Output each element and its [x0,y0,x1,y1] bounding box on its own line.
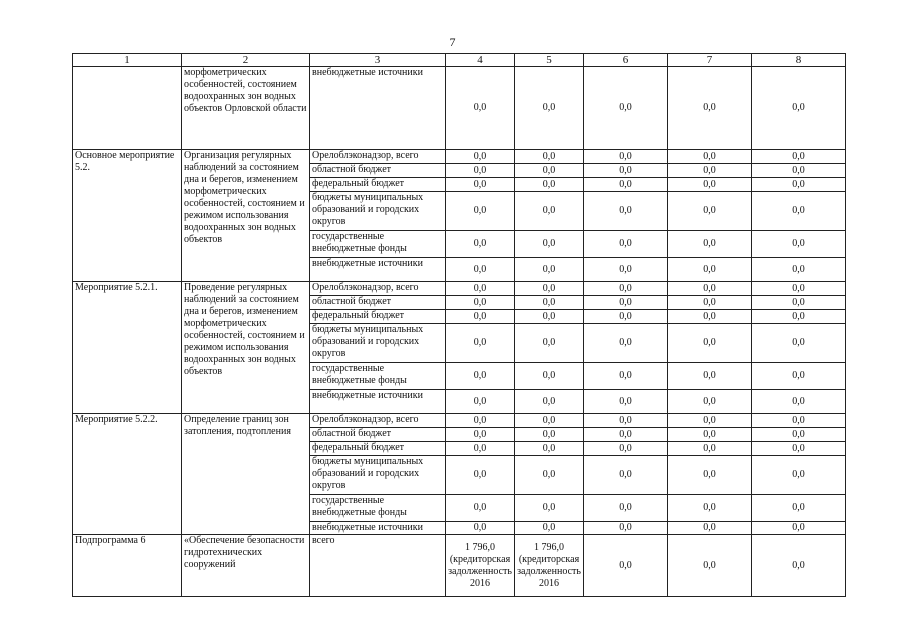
value-cell: 0,0 [584,192,668,231]
value-cell: 0,0 [752,442,846,456]
item-description: «Обеспечение безопасности гидротехнических сооружений [182,535,310,597]
value-cell: 0,0 [515,363,584,390]
funding-source: внебюджетные источники [310,522,446,535]
value-cell: 0,0 [752,296,846,310]
funding-source: бюджеты муниципальных образований и городских округов [310,324,446,363]
item-description: морфометрических особенностей, состоянием водоохранных зон водных объектов Орловской области [182,67,310,150]
header-cell: 3 [310,54,446,67]
value-cell: 1 796,0 (кредиторская задолженность 2016 [515,535,584,597]
budget-table [72,53,846,597]
value-cell: 0,0 [752,258,846,282]
value-cell: 0,0 [515,428,584,442]
value-cell: 0,0 [584,363,668,390]
value-cell: 0,0 [668,390,752,414]
funding-source: государственные внебюджетные фонды [310,495,446,522]
value-cell: 0,0 [752,390,846,414]
value-cell: 0,0 [446,324,515,363]
value-cell: 0,0 [584,282,668,296]
value-cell: 0,0 [446,192,515,231]
header-cell: 7 [668,54,752,67]
value-cell: 0,0 [515,414,584,428]
value-cell: 0,0 [668,164,752,178]
value-cell: 0,0 [515,282,584,296]
value-cell: 0,0 [752,164,846,178]
value-cell: 0,0 [446,164,515,178]
item-description: Определение границ зон затопления, подтопления [182,414,310,535]
value-cell: 0,0 [584,442,668,456]
value-cell: 0,0 [584,67,668,150]
value-cell: 0,0 [584,522,668,535]
value-cell: 0,0 [752,231,846,258]
value-cell: 0,0 [584,231,668,258]
value-cell: 0,0 [515,495,584,522]
value-cell: 0,0 [446,282,515,296]
item-name: Мероприятие 5.2.2. [73,414,182,535]
value-cell: 0,0 [584,178,668,192]
table-row [73,414,846,428]
value-cell: 0,0 [515,67,584,150]
value-cell: 0,0 [515,522,584,535]
header-cell: 6 [584,54,668,67]
value-cell: 0,0 [446,522,515,535]
value-cell: 0,0 [446,456,515,495]
funding-source: бюджеты муниципальных образований и городских округов [310,456,446,495]
funding-source: Орелоблэконадзор, всего [310,150,446,164]
funding-source: федеральный бюджет [310,310,446,324]
value-cell: 0,0 [584,495,668,522]
table-row [73,67,846,150]
item-name: Мероприятие 5.2.1. [73,282,182,414]
value-cell: 0,0 [752,178,846,192]
value-cell: 0,0 [668,258,752,282]
item-name: Подпрограмма 6 [73,535,182,597]
value-cell: 0,0 [584,310,668,324]
table-row [73,150,846,164]
value-cell: 1 796,0 (кредиторская задолженность 2016 [446,535,515,597]
value-cell: 0,0 [752,456,846,495]
header-cell: 1 [73,54,182,67]
header-cell: 5 [515,54,584,67]
funding-source: внебюджетные источники [310,390,446,414]
value-cell: 0,0 [752,282,846,296]
value-cell: 0,0 [446,231,515,258]
value-cell: 0,0 [668,414,752,428]
value-cell: 0,0 [668,67,752,150]
value-cell: 0,0 [446,442,515,456]
value-cell: 0,0 [446,363,515,390]
value-cell: 0,0 [515,324,584,363]
value-cell: 0,0 [446,178,515,192]
value-cell: 0,0 [446,414,515,428]
value-cell: 0,0 [446,390,515,414]
value-cell: 0,0 [515,192,584,231]
funding-source: областной бюджет [310,296,446,310]
value-cell: 0,0 [515,150,584,164]
value-cell: 0,0 [752,150,846,164]
value-cell: 0,0 [752,428,846,442]
value-cell: 0,0 [752,67,846,150]
value-cell: 0,0 [584,456,668,495]
value-cell: 0,0 [446,150,515,164]
value-cell: 0,0 [668,150,752,164]
value-cell: 0,0 [668,495,752,522]
value-cell: 0,0 [584,535,668,597]
funding-source: Орелоблэконадзор, всего [310,414,446,428]
value-cell: 0,0 [446,495,515,522]
value-cell: 0,0 [752,495,846,522]
item-name-cell [73,67,182,150]
value-cell: 0,0 [668,310,752,324]
table-row [73,282,846,296]
value-cell: 0,0 [752,522,846,535]
value-cell: 0,0 [752,310,846,324]
value-cell: 0,0 [668,456,752,495]
value-cell: 0,0 [515,442,584,456]
value-cell: 0,0 [584,428,668,442]
value-cell: 0,0 [446,310,515,324]
funding-source: всего [310,535,446,597]
value-cell: 0,0 [752,363,846,390]
value-cell: 0,0 [668,178,752,192]
header-cell: 8 [752,54,846,67]
funding-source: внебюджетные источники [310,67,446,150]
value-cell: 0,0 [752,324,846,363]
value-cell: 0,0 [515,390,584,414]
value-cell: 0,0 [752,535,846,597]
value-cell: 0,0 [668,363,752,390]
value-cell: 0,0 [584,390,668,414]
header-row [73,54,846,67]
funding-source: федеральный бюджет [310,442,446,456]
value-cell: 0,0 [446,428,515,442]
item-name: Основное мероприятие 5.2. [73,150,182,282]
value-cell: 0,0 [515,310,584,324]
header-cell: 4 [446,54,515,67]
value-cell: 0,0 [515,296,584,310]
value-cell: 0,0 [752,414,846,428]
item-description: Организация регулярных наблюдений за состоянием дна и берегов, изменением морфометрических особенностей, состоянием и режимом использования водоохранных зон водных объектов [182,150,310,282]
value-cell: 0,0 [752,192,846,231]
value-cell: 0,0 [446,67,515,150]
table-row [73,535,846,597]
value-cell: 0,0 [584,164,668,178]
value-cell: 0,0 [668,296,752,310]
funding-source: Орелоблэконадзор, всего [310,282,446,296]
value-cell: 0,0 [515,456,584,495]
value-cell: 0,0 [668,428,752,442]
value-cell: 0,0 [515,258,584,282]
value-cell: 0,0 [515,164,584,178]
value-cell: 0,0 [668,231,752,258]
value-cell: 0,0 [668,442,752,456]
funding-source: федеральный бюджет [310,178,446,192]
funding-source: областной бюджет [310,428,446,442]
value-cell: 0,0 [584,414,668,428]
funding-source: государственные внебюджетные фонды [310,363,446,390]
value-cell: 0,0 [446,296,515,310]
funding-source: бюджеты муниципальных образований и городских округов [310,192,446,231]
value-cell: 0,0 [584,324,668,363]
value-cell: 0,0 [668,282,752,296]
value-cell: 0,0 [668,535,752,597]
value-cell: 0,0 [515,231,584,258]
value-cell: 0,0 [584,296,668,310]
value-cell: 0,0 [584,150,668,164]
funding-source: внебюджетные источники [310,258,446,282]
value-cell: 0,0 [446,258,515,282]
value-cell: 0,0 [668,192,752,231]
page-number: 7 [449,35,456,49]
funding-source: государственные внебюджетные фонды [310,231,446,258]
value-cell: 0,0 [668,324,752,363]
item-description: Проведение регулярных наблюдений за состоянием дна и берегов, изменением морфометрических особенностей, состоянием и режимом использования водоохранных зон водных объектов [182,282,310,414]
value-cell: 0,0 [515,178,584,192]
value-cell: 0,0 [584,258,668,282]
header-cell: 2 [182,54,310,67]
funding-source: областной бюджет [310,164,446,178]
value-cell: 0,0 [668,522,752,535]
